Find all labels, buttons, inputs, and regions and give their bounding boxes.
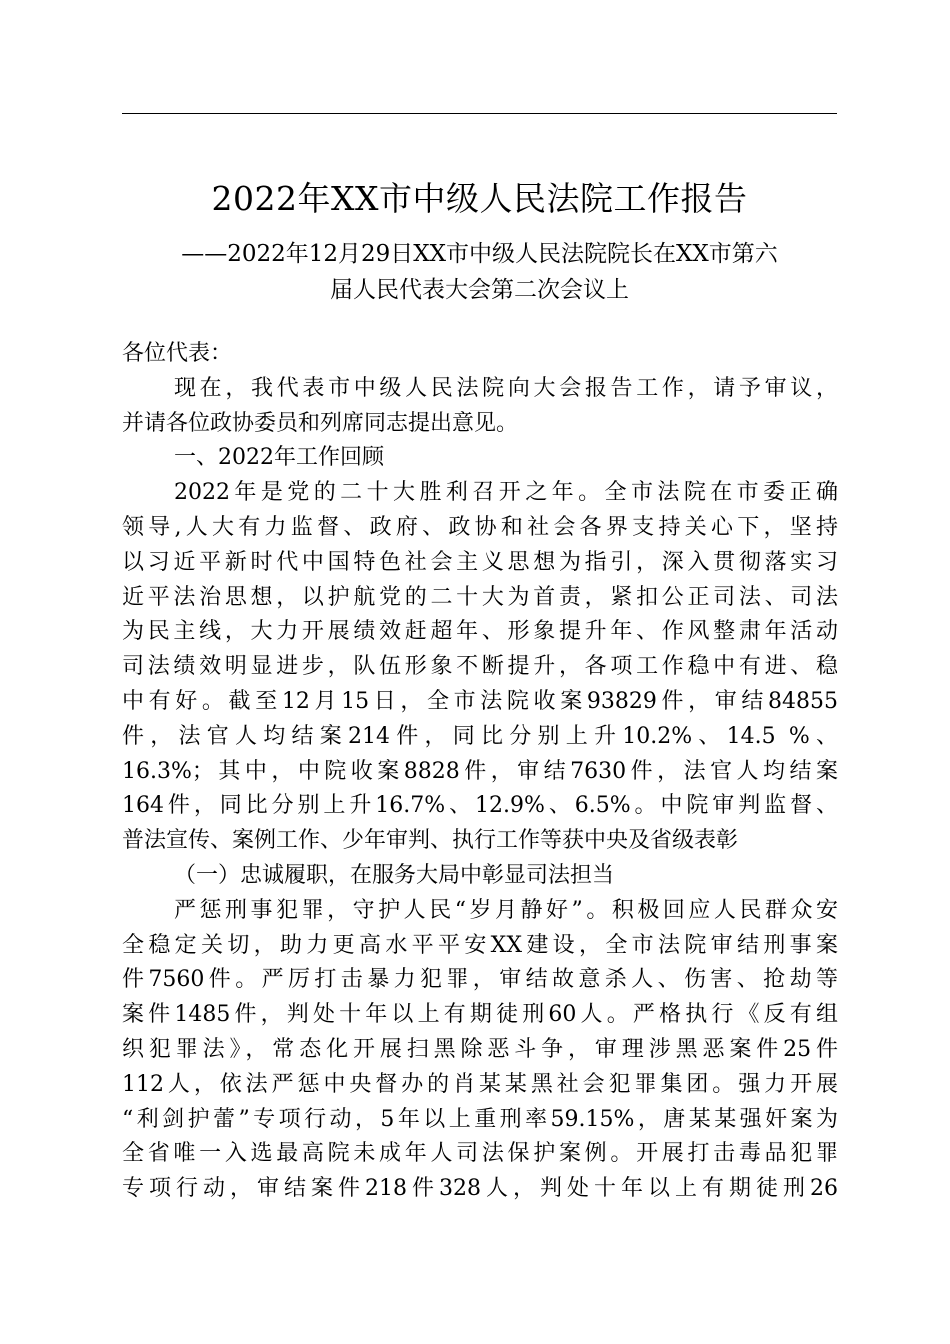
body-line: 现在，我代表市中级人民法院向大会报告工作，请予审议，	[174, 375, 838, 401]
body-line: 164件，同比分别上升16.7%、12.9%、6.5%。中院审判监督、	[122, 793, 838, 819]
subsection-heading: （一）忠诚履职，在服务大局中彰显司法担当	[174, 862, 615, 888]
body-line: 普法宣传、案例工作、少年审判、执行工作等获中央及省级表彰	[122, 828, 739, 854]
body-line: 案件1485件，判处十年以上有期徒刑60人。严格执行《反有组	[122, 1002, 838, 1028]
document-title: 2022年XX市中级人民法院工作报告	[211, 179, 748, 218]
subtitle-line: 届人民代表大会第二次会议上	[330, 277, 629, 303]
document-body	[122, 337, 838, 1207]
body-line: “利剑护蕾”专项行动，5年以上重刑率59.15%，唐某某强奸案为	[122, 1106, 838, 1132]
body-line: 司法绩效明显进步，队伍形象不断提升，各项工作稳中有进、稳	[122, 654, 838, 680]
body-line: 件，法官人均结案214件，同比分别上升10.2%、14.5 %、	[122, 723, 838, 749]
body-line: 领导,人大有力监督、政府、政协和社会各界支持关心下，坚持	[122, 514, 838, 540]
body-line: 件7560件。严厉打击暴力犯罪，审结故意杀人、伤害、抢劫等	[122, 967, 838, 993]
body-line: 近平法治思想，以护航党的二十大为首责，紧扣公正司法、司法	[122, 584, 838, 610]
body-line: 专项行动，审结案件218件328人，判处十年以上有期徒刑26	[122, 1176, 838, 1202]
body-line: 16.3%；其中，中院收案8828件，审结7630件，法官人均结案	[122, 758, 838, 784]
body-line: 严惩刑事犯罪，守护人民“岁月静好”。积极回应人民群众安	[174, 897, 838, 923]
body-line: 以习近平新时代中国特色社会主义思想为指引，深入贯彻落实习	[122, 549, 838, 575]
body-line: 全省唯一入选最高院未成年人司法保护案例。开展打击毒品犯罪	[122, 1141, 838, 1167]
body-line: 112人，依法严惩中央督办的肖某某黑社会犯罪集团。强力开展	[122, 1071, 838, 1097]
body-line: 并请各位政协委员和列席同志提出意见。	[122, 410, 519, 436]
section-heading: 一、2022年工作回顾	[174, 445, 384, 471]
body-line: 织犯罪法》，常态化开展扫黑除恶斗争，审理涉黑恶案件25件	[122, 1036, 838, 1062]
body-line: 2022年是党的二十大胜利召开之年。全市法院在市委正确	[174, 480, 838, 506]
body-line: 全稳定关切，助力更高水平平安XX建设，全市法院审结刑事案	[122, 932, 838, 958]
salutation: 各位代表：	[122, 341, 233, 366]
subtitle-line: ——2022年12月29日XX市中级人民法院院长在XX市第六	[181, 241, 778, 267]
body-line: 中有好。截至12月15日，全市法院收案93829件，审结84855	[122, 688, 838, 714]
body-line: 为民主线，大力开展绩效赶超年、形象提升年、作风整肃年活动	[122, 619, 838, 645]
document-subtitle	[118, 236, 841, 308]
header-rule	[122, 113, 837, 114]
